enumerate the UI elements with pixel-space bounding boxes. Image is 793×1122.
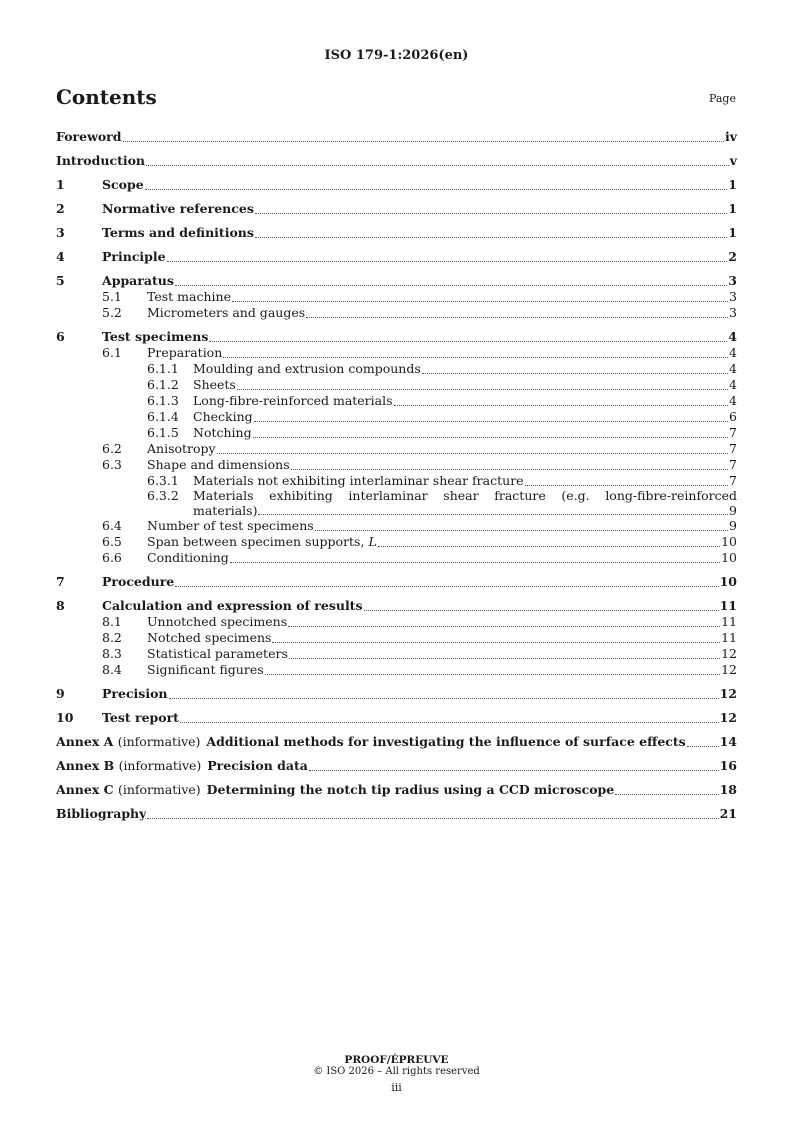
toc-entry-8-2[interactable] — [56, 630, 737, 646]
leader-dots — [167, 261, 728, 262]
toc-entry-number: 3 — [56, 225, 65, 240]
leader-dots — [237, 389, 728, 390]
toc-entry-title-line2-row — [193, 504, 737, 519]
page-title: Contents — [56, 85, 157, 109]
toc-entry-8-4[interactable] — [56, 662, 737, 678]
leader-dots — [253, 437, 728, 438]
toc-entry-title: Materials not exhibiting interlaminar shear fracture — [193, 473, 524, 488]
leader-dots — [254, 421, 728, 422]
toc-entry-page: 12 — [719, 686, 737, 701]
toc-entry-title: Bibliography — [56, 806, 147, 821]
leader-dots — [309, 770, 719, 771]
leader-dots — [315, 530, 728, 531]
toc-entry-title: Test report — [102, 710, 179, 725]
toc-entry-page: iv — [724, 129, 737, 144]
toc-entry-page: 4 — [729, 361, 737, 376]
toc-entry-title-line1: Materials exhibiting interlaminar shear fracture (e.g. long-fibre-reinforced — [193, 488, 737, 503]
toc-entry-title: Span between specimen supports, — [147, 534, 369, 549]
toc-entry-number: 2 — [56, 201, 65, 216]
toc-entry-title: Apparatus — [102, 273, 174, 288]
toc-entry-6-6[interactable] — [56, 550, 737, 566]
toc-entry-page: 1 — [728, 201, 737, 216]
toc-entry-page: 6 — [729, 409, 737, 424]
annex-title: Precision data — [207, 758, 308, 773]
toc-entry-number: 6.3 — [102, 457, 122, 472]
toc-entry-number: 6.1.3 — [147, 393, 179, 408]
toc-entry-number: 6.1 — [102, 345, 122, 360]
leader-dots — [175, 586, 718, 587]
toc-entry-6-2[interactable] — [56, 441, 737, 457]
toc-entry-number: 5.1 — [102, 289, 122, 304]
toc-entry-page: 9 — [729, 518, 737, 533]
toc-entry-number: 9 — [56, 686, 65, 701]
toc-entry-title: Introduction — [56, 153, 146, 168]
toc-entry-3[interactable] — [56, 225, 737, 241]
annex-title: Additional methods for investigating the influence of surface effects — [206, 734, 686, 749]
toc-entry-4[interactable] — [56, 249, 737, 265]
toc-entry-page: 7 — [729, 441, 737, 456]
toc-entry-number: 6.5 — [102, 534, 122, 549]
toc-entry-6-5[interactable] — [56, 534, 737, 550]
toc-entry-6-1-5[interactable] — [56, 425, 737, 441]
annex-type: (informative) — [118, 758, 202, 773]
toc-entry-page: 7 — [729, 473, 737, 488]
toc-entry-title: Micrometers and gauges — [147, 305, 306, 320]
toc-entry-7[interactable] — [56, 574, 737, 590]
leader-dots — [364, 610, 719, 611]
leader-dots — [255, 213, 727, 214]
toc-entry-title: Precision — [102, 686, 168, 701]
toc-entry-number: 6.1.5 — [147, 425, 179, 440]
toc-entry-title: Moulding and extrusion compounds — [193, 361, 421, 376]
leader-dots — [288, 626, 720, 627]
toc-entry-6-3[interactable] — [56, 457, 737, 473]
toc-entry-2[interactable] — [56, 201, 737, 217]
toc-entry-6-1[interactable] — [56, 345, 737, 361]
toc-entry-page: 18 — [719, 782, 737, 797]
toc-entry-page: 4 — [728, 329, 737, 344]
toc-entry-page: 4 — [729, 393, 737, 408]
toc-entry-page: 12 — [719, 710, 737, 725]
toc-entry-page: 1 — [728, 225, 737, 240]
toc-entry-page: 11 — [721, 630, 737, 645]
leader-dots — [272, 642, 720, 643]
leader-dots — [525, 485, 728, 486]
toc-entry-page: 2 — [728, 249, 737, 264]
leader-dots — [147, 818, 718, 819]
toc-entry-6-3-2[interactable] — [56, 489, 737, 518]
toc-entry-5-2[interactable] — [56, 305, 737, 321]
leader-dots — [223, 357, 728, 358]
toc-entry-title: Procedure — [102, 574, 175, 589]
toc-entry-number: 8.3 — [102, 646, 122, 661]
toc-entry-6-3-1[interactable] — [56, 473, 737, 489]
toc-entry-page: 11 — [719, 598, 737, 613]
toc-entry-6-1-3[interactable] — [56, 393, 737, 409]
toc-entry-title: Checking — [193, 409, 253, 424]
toc-entry-number: 7 — [56, 574, 65, 589]
toc-entry-6-1-4[interactable] — [56, 409, 737, 425]
toc-entry-page: 12 — [721, 662, 737, 677]
leader-dots — [180, 722, 719, 723]
toc-entry-number: 10 — [56, 710, 74, 725]
toc-entry-title: Number of test specimens — [147, 518, 314, 533]
toc-entry-number: 4 — [56, 249, 65, 264]
toc-entry-1[interactable] — [56, 177, 737, 193]
toc-entry-page: 7 — [729, 457, 737, 472]
toc-entry-title: Principle — [102, 249, 166, 264]
page-number: iii — [391, 1081, 402, 1094]
toc-entry-page: 4 — [729, 345, 737, 360]
toc-entry-8-3[interactable] — [56, 646, 737, 662]
toc-entry-6-1-1[interactable] — [56, 361, 737, 377]
toc-entry-title: Long-fibre-reinforced materials — [193, 393, 393, 408]
toc-entry-number: 6.2 — [102, 441, 122, 456]
toc-entry-annex-c[interactable] — [56, 782, 737, 798]
toc-entry-6-4[interactable] — [56, 518, 737, 534]
leader-dots — [255, 237, 727, 238]
toc-entry-title-wrap — [147, 534, 377, 550]
page-footer — [0, 1054, 793, 1094]
toc-entry-9[interactable] — [56, 686, 737, 702]
toc-entry-title-italic: L — [368, 534, 377, 549]
toc-entry-6[interactable] — [56, 329, 737, 345]
toc-entry-page: v — [729, 153, 737, 168]
leader-dots — [123, 141, 724, 142]
leader-dots — [258, 514, 728, 515]
annex-label: Annex B — [56, 758, 115, 773]
leader-dots — [232, 301, 728, 302]
toc-entry-page: 10 — [721, 534, 737, 549]
toc-entry-number: 6 — [56, 329, 65, 344]
leader-dots — [306, 317, 728, 318]
toc-entry-title: Terms and definitions — [102, 225, 254, 240]
toc-entry-number: 6.1.1 — [147, 361, 179, 376]
leader-dots — [615, 794, 718, 795]
toc-entry-annex-b[interactable] — [56, 758, 737, 774]
leader-dots — [230, 562, 720, 563]
leader-dots — [422, 373, 728, 374]
toc-entry-title: Notched specimens — [147, 630, 272, 645]
toc-entry-title: Calculation and expression of results — [102, 598, 363, 613]
page-column-label: Page — [708, 92, 736, 105]
toc-entry-title: Notching — [193, 425, 252, 440]
leader-dots — [394, 405, 729, 406]
toc-entry-page: 3 — [728, 273, 737, 288]
toc-entry-number: 1 — [56, 177, 65, 192]
toc-entry-title: Scope — [102, 177, 144, 192]
leader-dots — [145, 189, 728, 190]
toc-entry-number: 5 — [56, 273, 65, 288]
toc-entry-8[interactable] — [56, 598, 737, 614]
copyright-notice: © ISO 2026 – All rights reserved — [313, 1066, 480, 1077]
toc-entry-page: 9 — [729, 502, 737, 518]
toc-entry-number: 8.2 — [102, 630, 122, 645]
toc-entry-5-1[interactable] — [56, 289, 737, 305]
toc-entry-6-1-2[interactable] — [56, 377, 737, 393]
leader-dots — [289, 658, 720, 659]
leader-dots — [378, 546, 720, 547]
toc-entry-page: 16 — [719, 758, 737, 773]
annex-type: (informative) — [117, 734, 201, 749]
toc-entry-title: Normative references — [102, 201, 254, 216]
toc-entry-number: 8.1 — [102, 614, 122, 629]
toc-entry-title: Conditioning — [147, 550, 229, 565]
leader-dots — [169, 698, 719, 699]
annex-title: Determining the notch tip radius using a CCD microscope — [206, 782, 615, 797]
toc-entry-number: 6.1.4 — [147, 409, 179, 424]
toc-entry-number: 6.3.2 — [147, 488, 179, 503]
toc-entry-page: 3 — [729, 289, 737, 304]
toc-entry-5[interactable] — [56, 273, 737, 289]
toc-entry-10[interactable] — [56, 710, 737, 726]
toc-entry-title: Significant figures — [147, 662, 264, 677]
toc-entry-page: 14 — [719, 734, 737, 749]
toc-entry-page: 1 — [728, 177, 737, 192]
toc-entry-page: 4 — [729, 377, 737, 392]
toc-entry-8-1[interactable] — [56, 614, 737, 630]
leader-dots — [687, 746, 719, 747]
toc-entry-annex-a[interactable] — [56, 734, 737, 750]
toc-entry-introduction[interactable] — [56, 153, 737, 169]
toc-entry-foreword[interactable] — [56, 129, 737, 145]
toc-entry-page: 3 — [729, 305, 737, 320]
leader-dots — [175, 285, 727, 286]
table-of-contents — [56, 129, 737, 822]
toc-entry-title: Sheets — [193, 377, 236, 392]
toc-entry-page: 10 — [719, 574, 737, 589]
toc-entry-title: Test machine — [147, 289, 231, 304]
leader-dots — [146, 165, 729, 166]
toc-entry-number: 6.6 — [102, 550, 122, 565]
toc-entry-title-line2: materials) — [193, 502, 258, 518]
leader-dots — [217, 453, 728, 454]
toc-entry-page: 10 — [721, 550, 737, 565]
toc-entry-title: Statistical parameters — [147, 646, 288, 661]
toc-entry-number: 8.4 — [102, 662, 122, 677]
toc-entry-title: Shape and dimensions — [147, 457, 290, 472]
leader-dots — [209, 341, 727, 342]
annex-label: Annex A — [56, 734, 114, 749]
leader-dots — [265, 674, 720, 675]
toc-entry-number: 6.1.2 — [147, 377, 179, 392]
toc-entry-number: 5.2 — [102, 305, 122, 320]
toc-entry-title: Unnotched specimens — [147, 614, 288, 629]
toc-entry-page: 11 — [721, 614, 737, 629]
leader-dots — [291, 469, 728, 470]
toc-entry-title: Preparation — [147, 345, 223, 360]
toc-entry-bibliography[interactable] — [56, 806, 737, 822]
annex-label: Annex C — [56, 782, 114, 797]
toc-entry-number: 6.3.1 — [147, 473, 179, 488]
toc-entry-page: 7 — [729, 425, 737, 440]
toc-entry-page: 21 — [719, 806, 737, 821]
toc-entry-title: Foreword — [56, 129, 122, 144]
toc-entry-title: Anisotropy — [147, 441, 216, 456]
proof-label: PROOF/ÉPREUVE — [344, 1054, 449, 1066]
toc-entry-number: 6.4 — [102, 518, 122, 533]
toc-entry-number: 8 — [56, 598, 65, 613]
toc-entry-page: 12 — [721, 646, 737, 661]
toc-entry-title-block — [193, 489, 737, 518]
document-header: ISO 179-1:2026(en) — [324, 48, 469, 63]
annex-type: (informative) — [117, 782, 201, 797]
toc-entry-title: Test specimens — [102, 329, 209, 344]
